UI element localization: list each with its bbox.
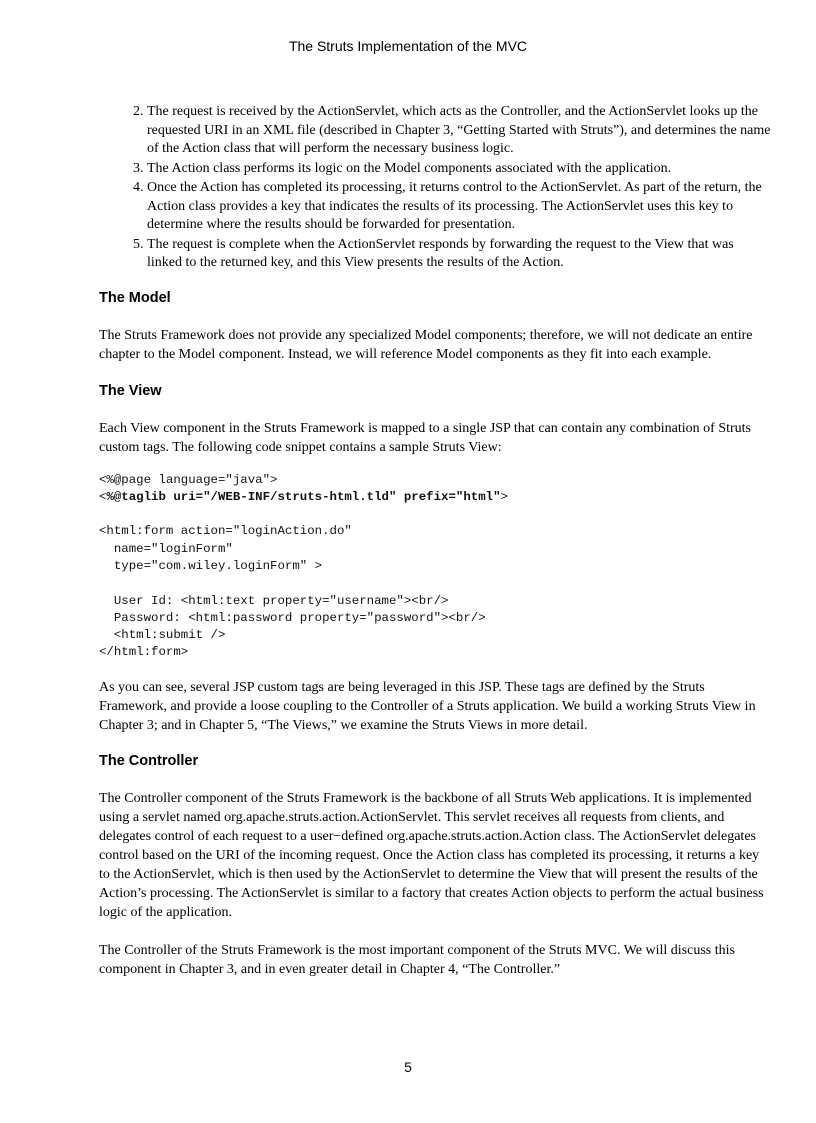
- list-item-number: 3.: [133, 160, 144, 176]
- list-item: [99, 103, 771, 159]
- code-line: <html:submit />: [99, 628, 226, 643]
- steps-list: [99, 103, 771, 273]
- controller-paragraph-2: The Controller of the Struts Framework is the most important component of the Struts MVC. We will discuss this component in Chapter 3, and in even greater detail in Chapter 4, “The Controller.”: [99, 942, 735, 977]
- code-line: User Id: <html:text property="username"><br/>: [99, 593, 449, 608]
- page-content: [99, 103, 771, 979]
- section-heading-model: The Model: [99, 289, 171, 306]
- code-line: </html:form>: [99, 645, 189, 660]
- list-item-number: 4.: [133, 180, 144, 195]
- view-paragraph-intro: Each View component in the Struts Framework is mapped to a single JSP that can contain any combination of Struts custom tags. The following code snippet contains a sample Struts View:: [99, 420, 751, 455]
- list-item: [99, 179, 771, 235]
- section-heading-view: The View: [99, 382, 162, 399]
- code-snippet: [99, 472, 771, 662]
- code-bold-segment: %@taglib uri="/WEB-INF/struts-html.tld" prefix="html": [106, 489, 501, 504]
- page-number: 5: [404, 1059, 412, 1075]
- code-line: <%@taglib uri="/WEB-INF/struts-html.tld" prefix="html">: [99, 489, 508, 504]
- list-item-text: Once the Action has completed its processing, it returns control to the ActionServlet. As part of the return, the Action class provides a key that indicates the results of its processing. The ActionServlet uses this key to determine where the results should be forwarded for presentation.: [147, 180, 762, 232]
- code-line: name="loginForm": [99, 541, 233, 556]
- list-item-number: 2.: [133, 104, 144, 119]
- list-item: [99, 160, 771, 179]
- section-heading-controller: The Controller: [99, 752, 199, 769]
- code-line: <html:form action="loginAction.do": [99, 524, 352, 539]
- code-line: type="com.wiley.loginForm" >: [99, 558, 323, 573]
- code-line: Password: <html:password property="password"><br/>: [99, 610, 486, 625]
- controller-paragraph-1: The Controller component of the Struts Framework is the backbone of all Struts Web applications. It is implemented using a servlet named org.apache.struts.action.ActionServlet. This servlet receives all requests from clients, and delegates control of each request to a user−defined org.apache.struts.action.Action class. The ActionServlet delegates control based on the URI of the incoming request. Once the Action class has completed its processing, it returns a key to the ActionServlet, which is then used by the ActionServlet to determine the View that will present the results of the Action’s processing. The ActionServlet is similar to a factory that creates Action objects to perform the actual business logic of the application.: [99, 790, 764, 920]
- list-item-text: The Action class performs its logic on the Model components associated with the application.: [147, 160, 672, 176]
- list-item: [99, 236, 771, 273]
- list-item-text: The request is received by the ActionServlet, which acts as the Controller, and the ActionServlet looks up the requested URI in an XML file (described in Chapter 3, “Getting Started with Struts”), and determines the name of the Action class that will perform the necessary business logic.: [147, 104, 771, 156]
- model-paragraph: The Struts Framework does not provide any specialized Model components; therefore, we will not dedicate an entire chapter to the Model component. Instead, we will reference Model components as they fit into each example.: [99, 327, 753, 362]
- view-paragraph-followup: As you can see, several JSP custom tags are being leveraged in this JSP. These tags are defined by the Struts Framework, and provide a loose coupling to the Controller of a Struts application. We build a working Struts View in Chapter 3; and in Chapter 5, “The Views,” we examine the Struts Views in more detail.: [99, 679, 756, 733]
- list-item-number: 5.: [133, 236, 144, 252]
- list-item-text: The request is complete when the ActionServlet responds by forwarding the request to the View that was linked to the returned key, and this View presents the results of the Action.: [147, 236, 734, 270]
- code-line: <%@page language="java">: [99, 472, 278, 487]
- running-header: The Struts Implementation of the MVC: [288, 38, 528, 54]
